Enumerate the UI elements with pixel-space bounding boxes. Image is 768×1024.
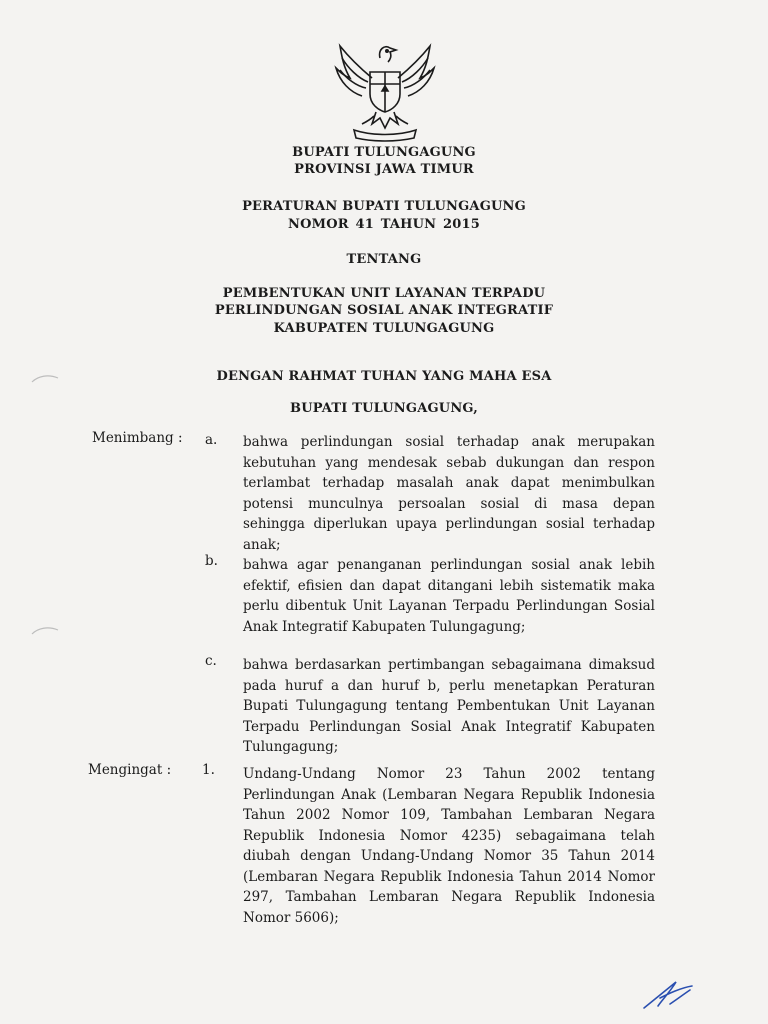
- menimbang-label: Menimbang :: [92, 430, 183, 446]
- punch-mark-icon: [30, 624, 60, 638]
- considering-item-a: bahwa perlindungan sosial terhadap anak merupakan kebutuhan yang mendesak sebab dukungan dan respon terlambat terhadap masalah anak dapat menimbulkan potensi munculnya persoalan sosial di masa depan sehingga diperlukan upaya perlindungan sosial terhadap anak;: [243, 434, 655, 553]
- punch-mark-icon: [30, 372, 60, 386]
- recalling-item-1: Undang-Undang Nomor 23 Tahun 2002 tentang Perlindungan Anak (Lembaran Negara Republik Indonesia Tahun 2002 Nomor 109, Tambahan Lembaran Negara Republik Indonesia Nomor 4235) sebagaimana telah diubah dengan Undang-Undang Nomor 35 Tahun 2014 (Lembaran Negara Republik Indonesia Tahun 2014 Nomor 297, Tambahan Lembaran Negara Republik Indonesia Nomor 5606);: [243, 766, 655, 926]
- item-marker: c.: [205, 653, 217, 669]
- tentang-heading: TENTANG: [346, 252, 422, 267]
- considering-item-b: bahwa agar penanganan perlindungan sosial anak lebih efektif, efisien dan dapat ditangani lebih sistematik maka perlu dibentuk Unit Layanan Terpadu Perlindungan Sosial Anak Integratif Kabupaten Tulungagung;: [243, 557, 655, 635]
- garuda-emblem-icon: [332, 38, 438, 144]
- subject-line-3: KABUPATEN TULUNGAGUNG: [273, 321, 495, 336]
- invocation: DENGAN RAHMAT TUHAN YANG MAHA ESA: [216, 369, 552, 384]
- subject-line-2: PERLINDUNGAN SOSIAL ANAK INTEGRATIF: [214, 303, 554, 318]
- issuer-province: PROVINSI JAWA TIMUR: [294, 162, 474, 177]
- issuer-name: BUPATI TULUNGAGUNG: [292, 145, 476, 160]
- initial-signature-icon: [640, 974, 696, 1014]
- mengingat-label: Mengingat :: [88, 762, 172, 778]
- regulation-number: NOMOR 41 TAHUN 2015: [288, 217, 480, 232]
- subject-line-1: PEMBENTUKAN UNIT LAYANAN TERPADU: [222, 286, 546, 301]
- item-marker: b.: [205, 553, 218, 569]
- authority: BUPATI TULUNGAGUNG,: [290, 401, 478, 416]
- item-marker: a.: [205, 432, 218, 448]
- considering-item-c: bahwa berdasarkan pertimbangan sebagaimana dimaksud pada huruf a dan huruf b, perlu menetapkan Peraturan Bupati Tulungagung tentang Pembentukan Unit Layanan Terpadu Perlindungan Sosial Anak Integratif Kabupaten Tulungagung;: [243, 657, 655, 755]
- item-marker: 1.: [202, 762, 215, 778]
- regulation-title: PERATURAN BUPATI TULUNGAGUNG: [242, 199, 526, 214]
